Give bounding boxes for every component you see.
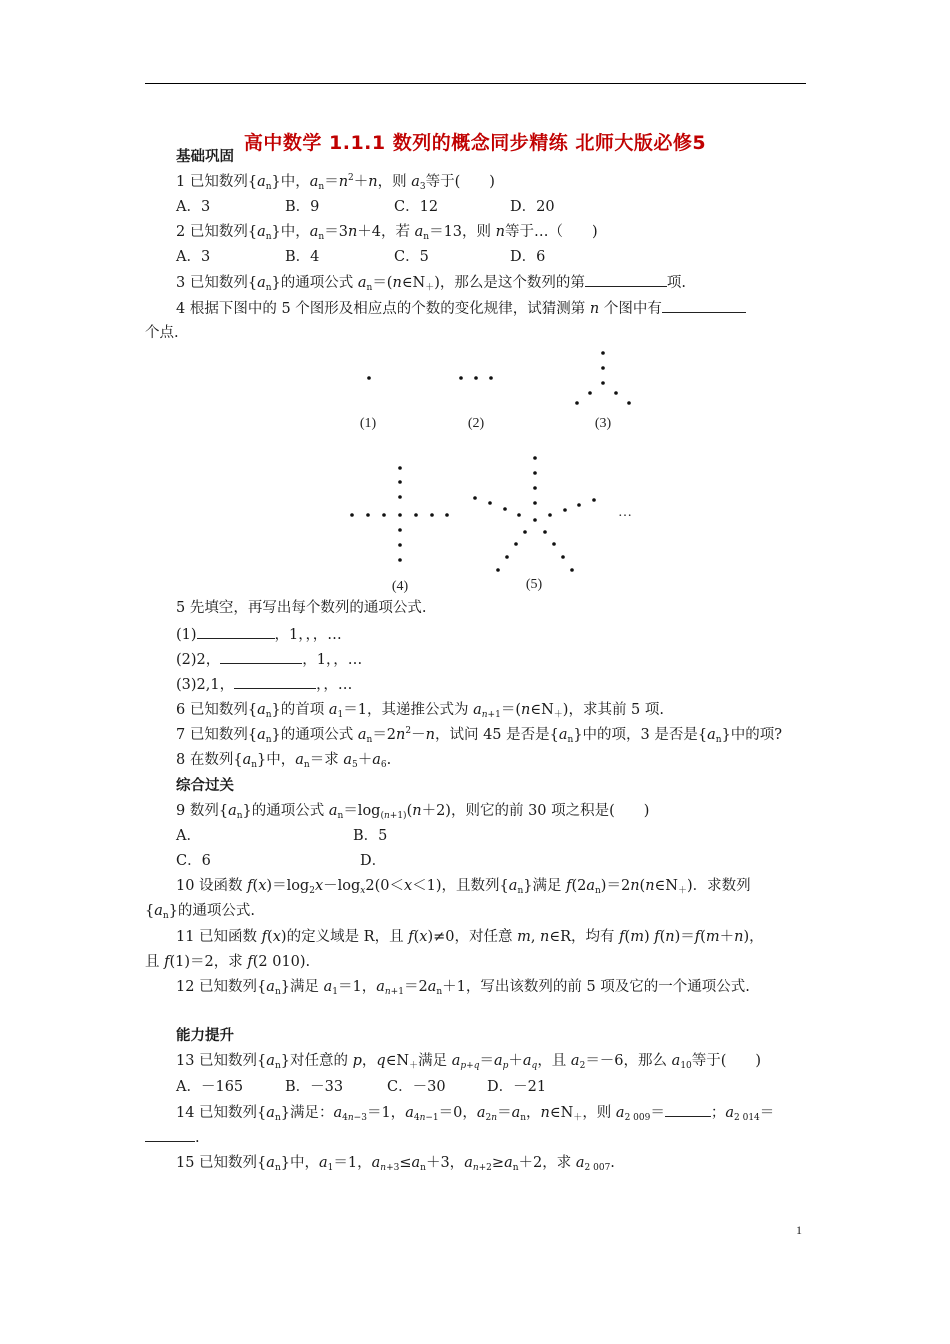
q1-option-a: A．3 <box>176 199 211 215</box>
question-4-cont: 个点. <box>145 325 179 341</box>
dot <box>533 486 537 490</box>
q2-option-a: A．3 <box>176 249 211 265</box>
question-8: 8 在数列$\{a_n\}$中，$a_n=$求 $a_5+a_6$. <box>176 752 392 770</box>
figure-label-5: (5) <box>525 577 543 592</box>
question-9: 9 数列$\{a_n\}$的通项公式 $a_n=\log_{(n+1)}(n+2)$，则它的前 30 项之积是( ) <box>176 803 650 821</box>
q1-option-b: B．9 <box>285 199 320 215</box>
dot <box>563 508 567 512</box>
dot <box>459 376 463 380</box>
q13-option-c: C．－30 <box>387 1079 446 1095</box>
figure-label-1: (1) <box>359 416 377 431</box>
figure-label-2: (2) <box>467 416 485 431</box>
dot <box>474 376 478 380</box>
dot <box>577 503 581 507</box>
dot <box>561 555 565 559</box>
dot <box>430 513 434 517</box>
dot <box>398 480 402 484</box>
question-11-cont: 且 f(1)＝2，求 f(2 010). <box>145 954 311 970</box>
dot <box>570 568 574 572</box>
question-14-cont: . <box>145 1127 200 1148</box>
dot <box>533 518 537 522</box>
dot <box>533 501 537 505</box>
dot <box>367 376 371 380</box>
dot <box>496 568 500 572</box>
q1-option-c: C．12 <box>394 199 439 215</box>
q2-option-d: D．6 <box>510 249 546 265</box>
q9-option-a: A． <box>176 828 201 844</box>
dot <box>398 513 402 517</box>
dot <box>548 513 552 517</box>
section-ability: 能力提升 <box>176 1028 234 1044</box>
dot <box>523 530 527 534</box>
dot <box>533 471 537 475</box>
dot <box>398 558 402 562</box>
dot-pattern-figure <box>0 0 950 600</box>
dot <box>533 456 537 460</box>
question-5-1: (1) ，1，，，… <box>176 624 342 645</box>
dot <box>505 555 509 559</box>
question-12: 12 已知数列$\{a_n\}$满足 $a_1=1$，$a_{n+1}=2a_n+1$，写出该数列的前 5 项及它的一个通项公式. <box>176 979 750 997</box>
question-15: 15 已知数列$\{a_n\}$中，$a_1=1$，$a_{n+3}\le a_n+3$，$a_{n+2}\ge a_n+2$，求 $a_{2 007}$. <box>176 1155 615 1173</box>
question-14: 14 已知数列$\{a_n\}$满足：$a_{4n-3}=1$，$a_{4n-1}=0$，$a_{2n}=a_n$，$n\in N_+$，则 $a_{2 009}=$ ；$a_{2 014}=$ <box>176 1102 774 1123</box>
section-comprehensive: 综合过关 <box>176 778 234 794</box>
question-5: 5 先填空，再写出每个数列的通项公式. <box>176 600 427 616</box>
q9-option-d: D． <box>360 853 387 869</box>
question-5-2: (2)2， ，1，，… <box>176 649 362 670</box>
section-basic: 基础巩固 <box>176 149 234 165</box>
dot <box>414 513 418 517</box>
q9-option-c: C．6 <box>176 853 211 869</box>
question-13: 13 已知数列$\{a_n\}$对任意的 p，$q\in N_+$满足 $a_{p+q}=a_p+a_q$，且 $a_2=-6$，那么 $a_{10}$等于( ) <box>176 1053 762 1071</box>
dot <box>473 496 477 500</box>
dot <box>398 495 402 499</box>
question-10: 10 设函数 $f(x)=\log_2x-\log_x2(0<x<1)$，且数列$\{a_n\}$满足 $f(2a_n)=2n(n\in N_+)$．求数列 <box>176 878 751 896</box>
dot <box>489 376 493 380</box>
dot <box>503 507 507 511</box>
q1-option-d: D．20 <box>510 199 555 215</box>
dot <box>627 401 631 405</box>
dot <box>398 528 402 532</box>
dot <box>543 530 547 534</box>
figure-ellipsis: … <box>618 505 632 520</box>
q2-option-b: B．4 <box>285 249 320 265</box>
question-5-3: (3)2,1， ，，… <box>176 674 352 695</box>
q13-option-d: D．－21 <box>487 1079 547 1095</box>
dot <box>350 513 354 517</box>
q13-option-b: B．－33 <box>285 1079 344 1095</box>
dot <box>366 513 370 517</box>
dot <box>398 543 402 547</box>
q13-option-a: A．－165 <box>176 1079 244 1095</box>
dot <box>517 513 521 517</box>
dot <box>575 401 579 405</box>
page-number: 1 <box>796 1223 802 1237</box>
question-11: 11 已知函数 f(x)的定义域是 R，且 f(x)≠0，对任意 m, n∈R，均有 f(m) f(n)＝f(m＋n)， <box>176 929 764 945</box>
dot <box>552 542 556 546</box>
question-3: 3 已知数列$\{a_n\}$的通项公式 $a_n=(n\in N_+)$，那么是这个数列的第 项. <box>176 272 686 293</box>
dot <box>488 501 492 505</box>
dot <box>601 351 605 355</box>
dot <box>382 513 386 517</box>
dot <box>601 366 605 370</box>
dot <box>588 391 592 395</box>
question-6: 6 已知数列$\{a_n\}$的首项 $a_1=1$，其递推公式为 $a_{n+1}=(n\in N_+)$，求其前 5 项. <box>176 702 664 720</box>
q9-option-b: B．5 <box>353 828 388 844</box>
dot <box>601 381 605 385</box>
question-1: 1 已知数列$\{a_n\}$中，$a_n=n^2+n$，则 $a_3$等于( ) <box>176 173 495 192</box>
dot <box>614 391 618 395</box>
page-title: 高中数学 1.1.1 数列的概念同步精练 北师大版必修5 <box>243 132 707 154</box>
dot <box>514 542 518 546</box>
dot <box>445 513 449 517</box>
question-2: 2 已知数列$\{a_n\}$中，$a_n=3n+4$，若 $a_n=13$，则 n等于…（ ) <box>176 224 598 242</box>
q2-option-c: C．5 <box>394 249 429 265</box>
figure-label-3: (3) <box>594 416 612 431</box>
figure-label-4: (4) <box>391 579 409 594</box>
question-10-cont: $\{a_n\}$的通项公式. <box>145 903 256 921</box>
question-4: 4 根据下图中的 5 个图形及相应点的个数的变化规律，试猜测第 n 个图中有 <box>176 298 746 319</box>
dot <box>398 466 402 470</box>
dot <box>592 498 596 502</box>
question-7: 7 已知数列$\{a_n\}$的通项公式 $a_n=2n^2-n$，试问 45 是否是$\{a_n\}$中的项，3 是否是$\{a_n\}$中的项? <box>176 726 783 745</box>
